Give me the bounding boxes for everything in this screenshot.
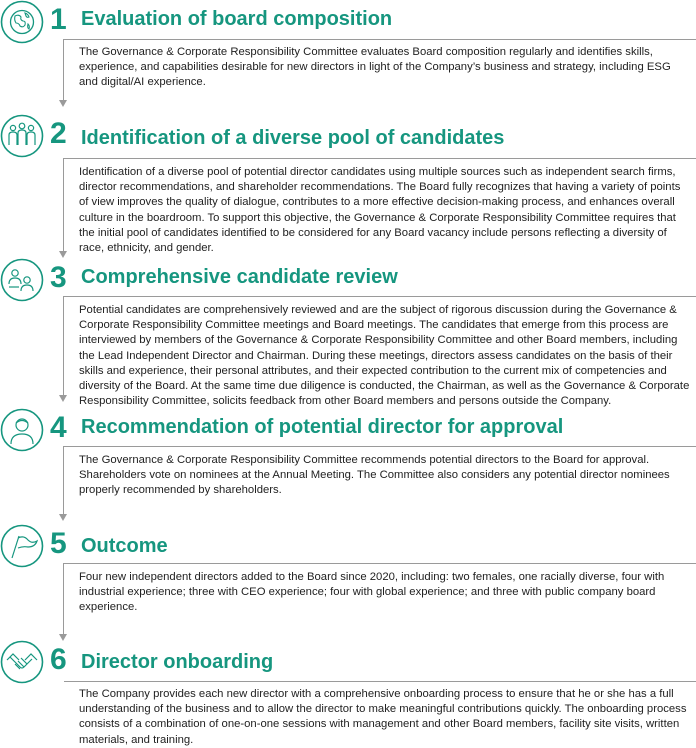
step-title: Recommendation of potential director for approval (81, 416, 564, 438)
handshake-icon (0, 640, 44, 684)
step-description: Four new independent directors added to the Board since 2020, including: two females, one racially diverse, four with industrial experience; three with CEO experience; four with global experience; and three with public company board experience. (79, 571, 665, 614)
step-number: 1 (50, 3, 67, 36)
divider (64, 681, 696, 682)
step-description: The Governance & Corporate Responsibility Committee evaluates Board composition regularly and identifies skills, experience, and capabilities desirable for new directors in light of the Company’s business and strategy, including ESG and digital/AI experience. (79, 46, 671, 89)
divider (64, 158, 696, 159)
connector-line (63, 158, 64, 252)
step-description: Potential candidates are comprehensively reviewed and are the subject of rigorous discussion during the Governance & Corporate Responsibility Committee meetings and Board meetings. The candidates that emerge from this process are interviewed by members of the Governance & Corporate Responsibility Committee and other Board members, including the Lead Independent Director and Chairman. During these meetings, directors assess candidates on the basis of their skills and experience, their personal attributes, and their expected contribution to the current mix of competencies and diversity of the Board. At the same time due diligence is conducted, the Chairman, as well as the Governance & Corporate Responsibility Committee, solicits feedback from other Board members and persons outside the Company. (79, 304, 690, 408)
down-arrow-icon (59, 100, 67, 107)
connector-line (63, 296, 64, 396)
step-number: 3 (50, 261, 67, 294)
step-6 (0, 640, 696, 746)
connector-line (63, 446, 64, 515)
down-arrow-icon (59, 395, 67, 402)
down-arrow-icon (59, 514, 67, 521)
divider (64, 563, 696, 564)
step-description: The Governance & Corporate Responsibility Committee recommends potential directors to the Board for approval. Shareholders vote on nominees at the Annual Meeting. The Committee also considers any potential director nominees properly recommended by shareholders. (79, 454, 670, 497)
step-3 (0, 258, 696, 408)
divider (64, 446, 696, 447)
divider (64, 296, 696, 297)
step-title: Outcome (81, 535, 168, 557)
person-icon (0, 408, 44, 452)
step-title: Director onboarding (81, 651, 274, 673)
step-4 (0, 408, 696, 520)
group-icon (0, 114, 44, 158)
step-2 (0, 114, 696, 259)
step-title: Identification of a diverse pool of candidates (81, 127, 505, 149)
connector-line (63, 39, 64, 101)
step-number: 6 (50, 643, 67, 676)
divider (64, 39, 696, 40)
step-number: 4 (50, 411, 67, 444)
step-description: Identification of a diverse pool of potential director candidates using multiple sources such as independent search firms, director recommendations, and shareholder recommendations. The Board fully recognizes that having a variety of points of view improves the quality of dialogue, contributes to a more effective decision-making process, and enhances overall culture in the boardroom. To support this objective, the Governance & Corporate Responsibility Committee requires that the initial pool of candidates identified to be considered for any Board vacancy include persons reflecting a diversity of race, ethnicity, and gender. (79, 166, 681, 255)
step-number: 5 (50, 527, 67, 560)
step-title: Evaluation of board composition (81, 8, 393, 30)
globe-icon (0, 0, 44, 44)
connector-line (63, 563, 64, 635)
flag-icon (0, 524, 44, 568)
step-number: 2 (50, 117, 67, 150)
step-5 (0, 524, 696, 640)
step-description: The Company provides each new director with a comprehensive onboarding process to ensure that he or she has a full understanding of the business and to allow the director to make meaningful contributions quickly. The onboarding process consists of a combination of one-on-one sessions with management and other Board members, facility site visits, written materials, and training. (79, 688, 687, 746)
step-title: Comprehensive candidate review (81, 266, 398, 288)
people-review-icon (0, 258, 44, 302)
step-1 (0, 0, 696, 112)
